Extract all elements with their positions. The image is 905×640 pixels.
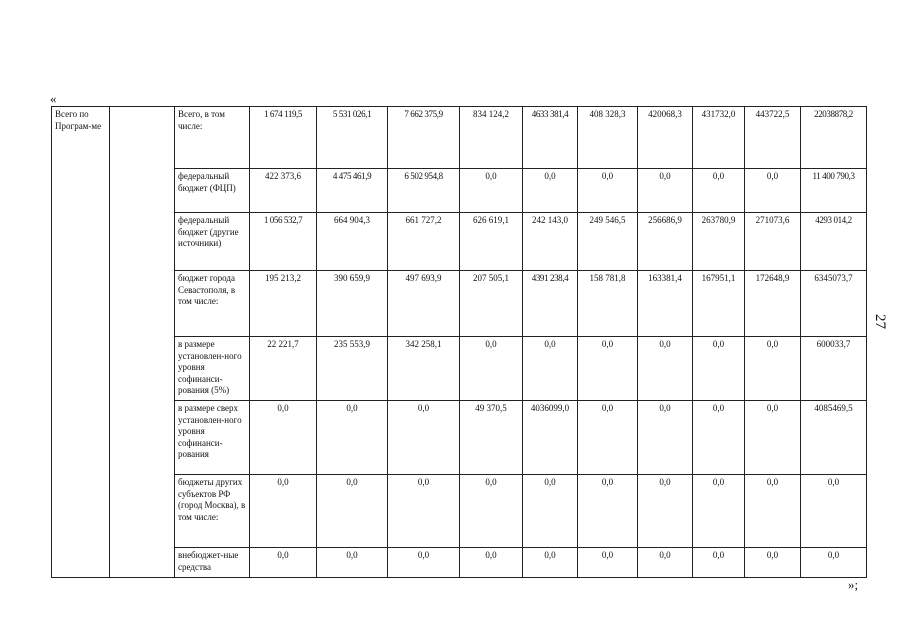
value-cell: 163381,4 <box>638 271 693 337</box>
value-cell: 263780,9 <box>693 213 745 271</box>
value-cell: 408 328,3 <box>578 107 638 169</box>
table-row <box>52 271 867 337</box>
value-cell: 390 659,9 <box>317 271 388 337</box>
value-cell: 0,0 <box>460 337 523 401</box>
row-label: Всего, в том числе: <box>175 107 250 169</box>
value-cell: 0,0 <box>801 475 867 548</box>
value-cell: 0,0 <box>317 475 388 548</box>
value-cell: 4293 014,2 <box>801 213 867 271</box>
value-cell: 22038878,2 <box>801 107 867 169</box>
value-cell: 0,0 <box>578 401 638 475</box>
row-label: в размере сверх установлен-ного уровня софинанси-рования <box>175 401 250 475</box>
row-label: в размере установлен-ного уровня софинанси-рования (5%) <box>175 337 250 401</box>
row-label: внебюджет-ные средства <box>175 548 250 578</box>
value-cell: 0,0 <box>638 548 693 578</box>
row-label: федеральный бюджет (другие источники) <box>175 213 250 271</box>
value-cell: 5 531 026,1 <box>317 107 388 169</box>
value-cell: 207 505,1 <box>460 271 523 337</box>
value-cell: 0,0 <box>745 337 801 401</box>
value-cell: 4391 238,4 <box>523 271 578 337</box>
value-cell: 0,0 <box>693 475 745 548</box>
budget-table <box>51 106 867 578</box>
value-cell: 0,0 <box>638 475 693 548</box>
value-cell: 443722,5 <box>745 107 801 169</box>
value-cell: 0,0 <box>460 475 523 548</box>
value-cell: 0,0 <box>523 337 578 401</box>
table-row <box>52 107 867 169</box>
opening-quote: « <box>50 91 57 106</box>
value-cell: 4 475 461,9 <box>317 169 388 213</box>
value-cell: 249 546,5 <box>578 213 638 271</box>
value-cell: 256686,9 <box>638 213 693 271</box>
page-number: 27 <box>872 314 888 329</box>
value-cell: 0,0 <box>250 401 317 475</box>
value-cell: 0,0 <box>523 475 578 548</box>
value-cell: 0,0 <box>693 169 745 213</box>
value-cell: 0,0 <box>317 401 388 475</box>
value-cell: 0,0 <box>250 475 317 548</box>
value-cell: 497 693,9 <box>388 271 460 337</box>
program-total-cell: Всего по Програм-ме <box>52 107 110 578</box>
table-row <box>52 337 867 401</box>
value-cell: 0,0 <box>317 548 388 578</box>
value-cell: 0,0 <box>745 401 801 475</box>
value-cell: 0,0 <box>638 337 693 401</box>
table-row <box>52 401 867 475</box>
table-row <box>52 213 867 271</box>
value-cell: 661 727,2 <box>388 213 460 271</box>
table-row <box>52 548 867 578</box>
value-cell: 422 373,6 <box>250 169 317 213</box>
value-cell: 0,0 <box>460 169 523 213</box>
table-row <box>52 169 867 213</box>
value-cell: 431732,0 <box>693 107 745 169</box>
row-label: федеральный бюджет (ФЦП) <box>175 169 250 213</box>
value-cell: 0,0 <box>578 337 638 401</box>
table-row <box>52 475 867 548</box>
value-cell: 0,0 <box>388 401 460 475</box>
value-cell: 1 674 119,5 <box>250 107 317 169</box>
value-cell: 0,0 <box>745 548 801 578</box>
value-cell: 0,0 <box>801 548 867 578</box>
value-cell: 664 904,3 <box>317 213 388 271</box>
value-cell: 0,0 <box>693 548 745 578</box>
value-cell: 600033,7 <box>801 337 867 401</box>
value-cell: 0,0 <box>388 475 460 548</box>
value-cell: 0,0 <box>693 337 745 401</box>
value-cell: 0,0 <box>578 169 638 213</box>
row-label: бюджет города Севастополя, в том числе: <box>175 271 250 337</box>
value-cell: 167951,1 <box>693 271 745 337</box>
value-cell: 6 502 954,8 <box>388 169 460 213</box>
value-cell: 0,0 <box>638 169 693 213</box>
value-cell: 1 056 532,7 <box>250 213 317 271</box>
value-cell: 0,0 <box>250 548 317 578</box>
closing-quote: »; <box>848 577 859 592</box>
value-cell: 7 662 375,9 <box>388 107 460 169</box>
value-cell: 6345073,7 <box>801 271 867 337</box>
value-cell: 49 370,5 <box>460 401 523 475</box>
value-cell: 0,0 <box>638 401 693 475</box>
value-cell: 158 781,8 <box>578 271 638 337</box>
value-cell: 172648,9 <box>745 271 801 337</box>
value-cell: 0,0 <box>745 475 801 548</box>
value-cell: 0,0 <box>693 401 745 475</box>
value-cell: 0,0 <box>745 169 801 213</box>
value-cell: 4633 381,4 <box>523 107 578 169</box>
value-cell: 195 213,2 <box>250 271 317 337</box>
value-cell: 22 221,7 <box>250 337 317 401</box>
value-cell: 0,0 <box>578 548 638 578</box>
value-cell: 4085469,5 <box>801 401 867 475</box>
value-cell: 235 553,9 <box>317 337 388 401</box>
row-label: бюджеты других субъектов РФ (город Москва), в том числе: <box>175 475 250 548</box>
value-cell: 626 619,1 <box>460 213 523 271</box>
value-cell: 271073,6 <box>745 213 801 271</box>
empty-cell <box>110 107 175 578</box>
value-cell: 242 143,0 <box>523 213 578 271</box>
value-cell: 0,0 <box>578 475 638 548</box>
value-cell: 342 258,1 <box>388 337 460 401</box>
value-cell: 0,0 <box>523 548 578 578</box>
value-cell: 0,0 <box>460 548 523 578</box>
value-cell: 0,0 <box>523 169 578 213</box>
value-cell: 0,0 <box>388 548 460 578</box>
value-cell: 11 400 790,3 <box>801 169 867 213</box>
value-cell: 834 124,2 <box>460 107 523 169</box>
value-cell: 4036099,0 <box>523 401 578 475</box>
value-cell: 420068,3 <box>638 107 693 169</box>
